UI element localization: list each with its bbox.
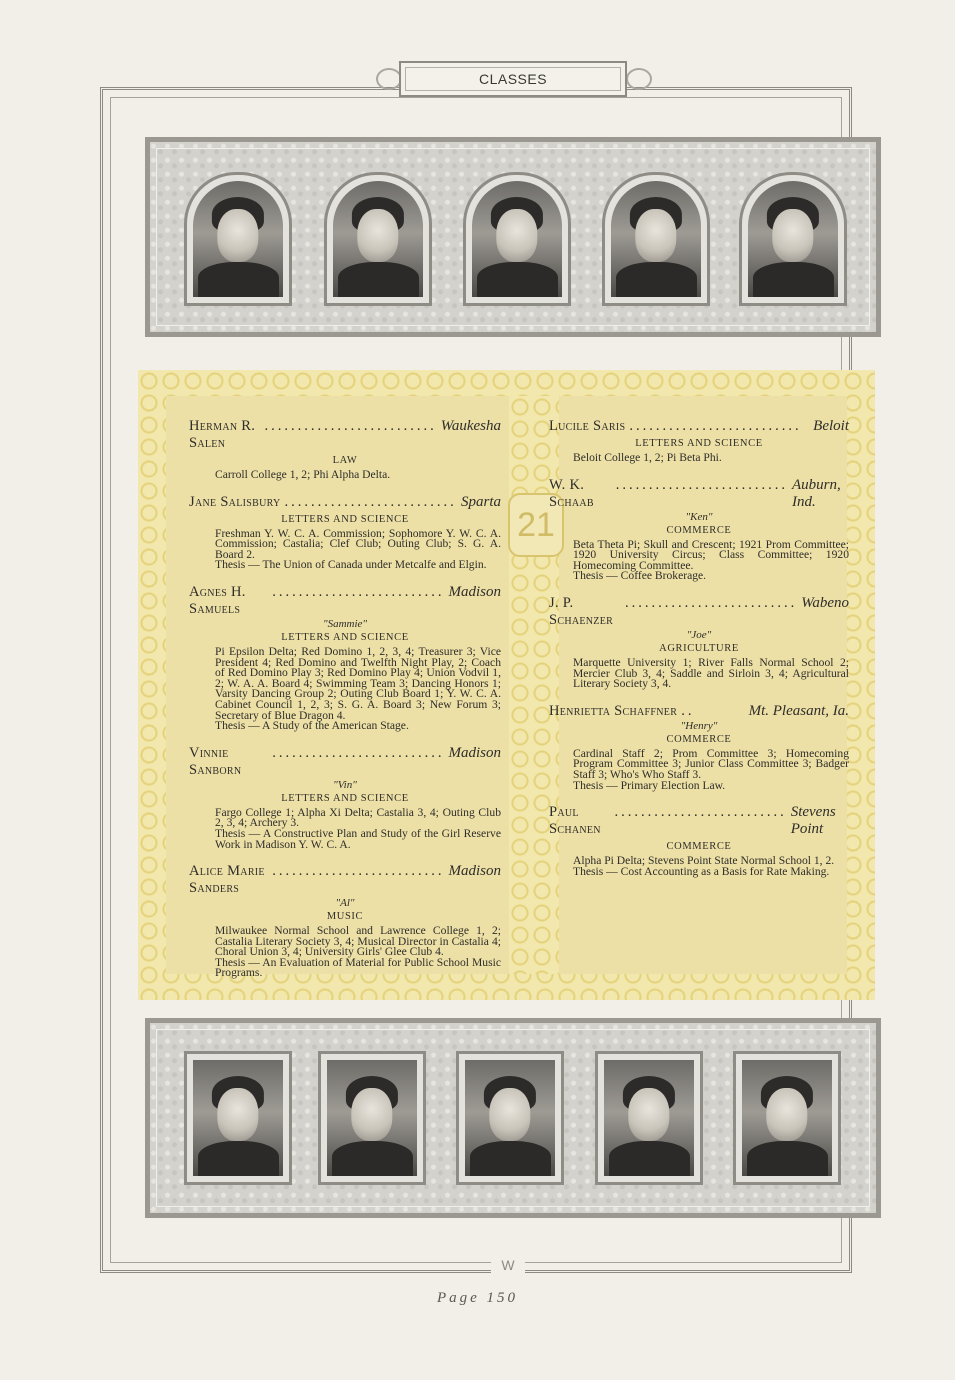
entry-1: Jane Salisbury .......................... Sparta LETTERS AND SCIENCE Freshman Y. W. C. A. Commission; Sophomore Y. W. C. A. Commission; Castalia; Clef Club; Outing Club; S. G. A. Board 2. Thesis — The Union of Canada under Metcalfe and Elgin. (189, 493, 501, 572)
entry-4: Alice Marie Sanders .......................... Madison "Al" MUSIC Milwaukee Normal School and Lawrence College 1, 2; Castalia Literary Society 3, 4; Musical Director in Castalia 4; Choral Union 3, 4; University Girls' Glee Club 4. Thesis — An Evaluation of Material for Public School Music Programs. (189, 863, 501, 980)
entry-thesis: Thesis — Coffee Brokerage. (573, 569, 707, 583)
portrait-j-p-schaenzer (318, 1051, 426, 1185)
entry-text: Beta Theta Pi; Skull and Crescent; 1921 Prom Committee; 1920 University Circus; Class Committee; 1920 Homecoming Committee. (573, 537, 849, 572)
entry-6: W. K. Schaab .......................... Auburn, Ind. "Ken" COMMERCE Beta Theta Pi; Skull and Crescent; 1921 Prom Committee; 1920 University Circus; Class Committee; 1920 Homecoming Committee. Thesis — Coffee Brokerage. (549, 476, 849, 583)
entry-department: COMMERCE (666, 841, 732, 853)
entry-name: Herman R. Salen (189, 418, 256, 451)
entry-8: Henrietta Schaffner .. Mt. Pleasant, Ia. "Henry" COMMERCE Cardinal Staff 2; Prom Committee 3; Homecoming Program Committee 3; Junior Class Committee 3; Badger Staff 3; Who's Who Staff 3. Thesis — Primary Election Law. (549, 702, 849, 792)
portrait-vinnie-sanborn (184, 1051, 292, 1185)
header-box (399, 61, 627, 97)
entry-text: Milwaukee Normal School and Lawrence College 1, 2; Castalia Literary Society 3, 4; Musical Director in Castalia 4; Choral Union 3, 4; University Girls' Glee Club 4. (215, 924, 501, 959)
entry-7: J. P. Schaenzer .......................... Wabeno "Joe" AGRICULTURE Marquette University 1; River Falls Normal School 2; Mercier Club 3, 4; Saddle and Sirloin 3, 4; Agricultural Literary Society 3, 4. (549, 594, 849, 691)
entry-text: Beloit College 1, 2; Pi Beta Phi. (573, 451, 722, 464)
entry-name: Jane Salisbury (189, 493, 281, 510)
portrait-henrietta-schaffner (595, 1051, 703, 1185)
entry-name: Vinnie Sanborn (189, 744, 242, 778)
entry-text: Pi Epsilon Delta; Red Domino 1, 2, 3, 4; Treasurer 3; Vice President 4; Red Domino and Twelfth Night Play, 2; Coach of Red Domino Play 3; Red Domino Play 4; Union Vodvil 1, 2; W. A. A. Board 4; Swimming Team 3; Dancing Honors 1; Varsity Dancing Group 2; Outing Club Board 1; Y. W. C. A. Cabinet Council 1, 2, 3; S. G. A. Board 3; New Forum 3; Secretary of Blue Dragon 4. (215, 644, 501, 722)
entry-text: Cardinal Staff 2; Prom Committee 3; Homecoming Program Committee 3; Junior Class Committee 3; Badger Staff 3; Who's Who Staff 3. (573, 746, 849, 781)
entry-thesis: Thesis — The Union of Canada under Metcalfe and Elgin. (215, 558, 487, 572)
portrait-agnes-samuels (463, 172, 571, 306)
entry-department: LETTERS AND SCIENCE (281, 513, 409, 525)
entry-name: J. P. Schaenzer (549, 594, 614, 628)
entry-name: Agnes H. Samuels (189, 583, 246, 617)
entry-department: MUSIC (326, 911, 364, 923)
entry-nickname: "Al" (335, 897, 355, 910)
entry-department: AGRICULTURE (659, 642, 739, 654)
entry-town: Waukesha (440, 418, 501, 434)
portrait-jane-salisbury (324, 172, 432, 306)
portrait-herman-salen (184, 172, 292, 306)
entry-town: Stevens Point (790, 804, 836, 838)
entry-town: Beloit (813, 418, 849, 434)
entry-thesis: Thesis — Primary Election Law. (573, 778, 726, 792)
entry-thesis: Thesis — A Study of the American Stage. (215, 719, 409, 733)
entry-text: Alpha Pi Delta; Stevens Point State Normal School 1, 2. (573, 854, 835, 868)
entry-nickname: "Ken" (685, 510, 713, 523)
bottom-photo-panel (145, 1018, 881, 1218)
entry-text: Carroll College 1, 2; Phi Alpha Delta. (215, 468, 391, 481)
entry-nickname: "Joe" (686, 628, 712, 641)
entry-town: Auburn, Ind. (792, 476, 841, 510)
entry-town: Madison (448, 863, 501, 880)
portrait-w-k-schaab (739, 172, 847, 306)
portrait-paul-schanen (456, 1051, 564, 1185)
right-column (549, 418, 849, 890)
entry-name: Henrietta Schaffner (549, 702, 678, 719)
entry-department: COMMERCE (666, 733, 732, 745)
page-title: CLASSES (478, 71, 548, 87)
entry-3: Vinnie Sanborn .......................... Madison "Vin" LETTERS AND SCIENCE Fargo College 1; Alpha Xi Delta; Castalia 3, 4; Outing Club 2, 3, 4; Archery 3. Thesis — A Constructive Plan and Study of the Girl Reserve Work in Madison Y. W. C. A. (189, 744, 501, 851)
entry-department: LETTERS AND SCIENCE (635, 438, 763, 449)
entry-department: LAW (332, 455, 358, 466)
entry-text: Freshman Y. W. C. A. Commission; Sophomore Y. W. C. A. Commission; Castalia; Clef Club; Outing Club; S. G. A. Board 2. (215, 526, 501, 561)
entry-thesis: Thesis — An Evaluation of Material for Public School Music Programs. (215, 955, 501, 980)
portrait-lucile-saris (602, 172, 710, 306)
entry-0: Herman R. Salen .......................... Waukesha LAW Carroll College 1, 2; Phi Alpha Delta. (189, 418, 501, 481)
entry-name: Lucile Saris (549, 418, 626, 434)
entry-department: LETTERS AND SCIENCE (281, 631, 409, 643)
entry-department: LETTERS AND SCIENCE (281, 792, 409, 804)
scroll-ornament-right-icon (626, 68, 652, 90)
entry-name: Alice Marie Sanders (189, 863, 265, 897)
entry-department: COMMERCE (666, 524, 732, 536)
entry-nickname: "Vin" (333, 778, 357, 791)
entry-name: W. K. Schaab (549, 476, 594, 510)
entry-text: Marquette University 1; River Falls Normal School 2; Mercier Club 3, 4; Saddle and Sirloin 3, 4; Agricultural Literary Society 3, 4. (573, 655, 849, 691)
entry-town: Madison (448, 583, 501, 600)
class-year-badge: 21 (508, 493, 564, 557)
portrait-alice-sanders (733, 1051, 841, 1185)
entry-thesis: Thesis — A Constructive Plan and Study of the Girl Reserve Work in Madison Y. W. C. A. (215, 826, 501, 851)
entry-2: Agnes H. Samuels .......................... Madison "Sammie" LETTERS AND SCIENCE Pi Epsilon Delta; Red Domino 1, 2, 3, 4; Treasurer 3; Vice President 4; Red Domino and Twelfth Night Play, 2; Coach of Red Domino Play 3; Red Domino Play 4; Union Vodvil 1, 2; W. A. A. Board 4; Swimming Team 3; Dancing Honors 1; Varsity Dancing Group 2; Outing Club Board 1; Y. W. C. A. Cabinet Council 1, 2, 3; S. G. A. Board 3; New Forum 3; Secretary of Blue Dragon 4. Thesis — A Study of the American Stage. (189, 583, 501, 733)
entry-town: Mt. Pleasant, Ia. (748, 702, 849, 719)
entry-name: Paul Schanen (549, 804, 601, 838)
left-column (189, 418, 501, 992)
wisconsin-logo-icon: W (491, 1257, 525, 1277)
entry-town: Madison (448, 744, 501, 761)
entry-town: Wabeno (801, 594, 849, 611)
entry-9: Paul Schanen .......................... Stevens Point COMMERCE Alpha Pi Delta; Stevens Point State Normal School 1, 2. Thesis — Cost Accounting as a Basis for Rate Making. (549, 804, 849, 877)
page-number: Page 150 (436, 1290, 519, 1306)
entry-town: Sparta (460, 493, 501, 510)
entry-5: Lucile Saris .......................... Beloit LETTERS AND SCIENCE Beloit College 1, 2; Pi Beta Phi. (549, 418, 849, 464)
biography-panel (138, 370, 875, 1000)
entry-nickname: "Sammie" (322, 617, 368, 630)
top-photo-panel (145, 137, 881, 337)
entry-thesis: Thesis — Cost Accounting as a Basis for Rate Making. (573, 864, 830, 878)
entry-text: Fargo College 1; Alpha Xi Delta; Castalia 3, 4; Outing Club 2, 3, 4; Archery 3. (215, 805, 501, 830)
biography-inner (166, 396, 849, 980)
entry-nickname: "Henry" (680, 719, 718, 732)
